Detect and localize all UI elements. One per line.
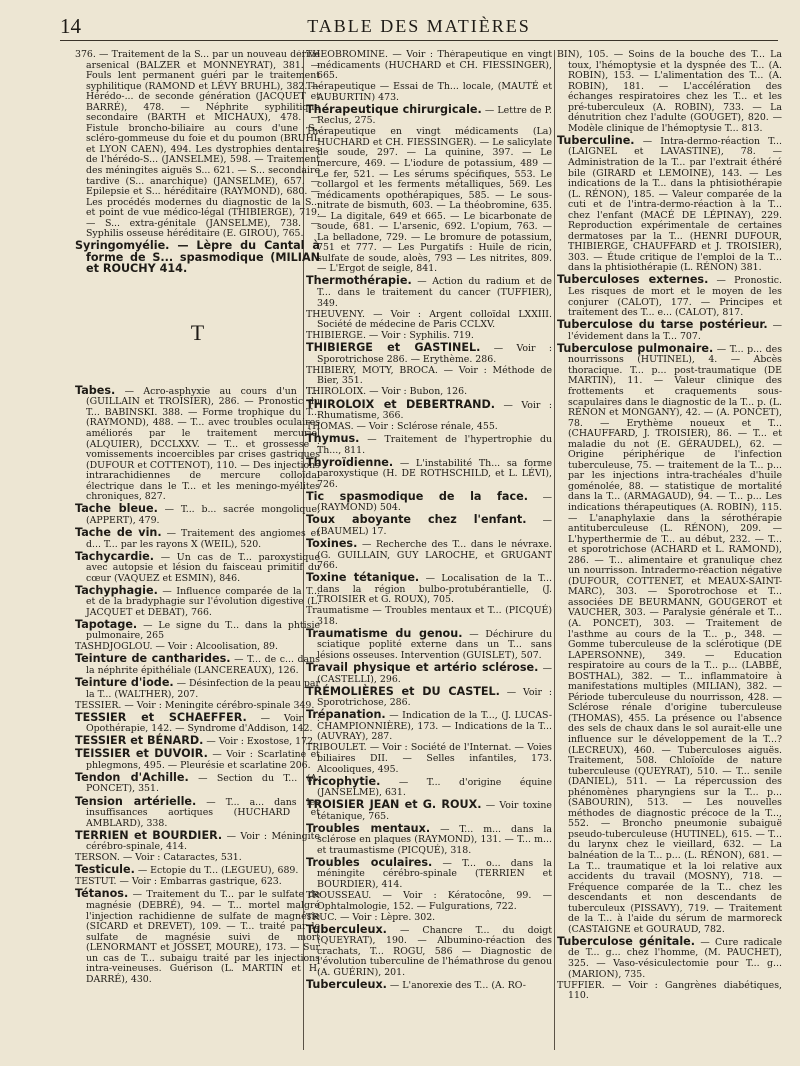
index-entry: Tabes. — Acro-asphyxie au cours d'un T... (GUILLAIN et TROISIER), 286. — Pronostic du T... BABINSKI. 388. — Forme trophique du T... (RAYMOND), 488. — T... avec troubles oculaires améliorés par le traitement mercuriel (ALQUIER), DCCLXXV. — T... et grossesse : vomissements incoercibles par crises gastriques (DUFOUR et COTTENOT), 110. — Des injections intrarachidiennes de mercure colloïdal électrique dans le T... et les meningo-myélites chroniques, 827. (75, 383, 320, 503)
index-entry: THIROLOIX. — Voir : Bubon, 126. (306, 386, 468, 398)
index-entry: THIROLOIX et DEBERTRAND. — Voir : Rhumatisme, 366. (306, 397, 552, 422)
index-entry: Teinture de cantharides. — T... de c... dans la néphrite épithéliale (LANCEREAUX), 126. (75, 652, 320, 677)
index-entry: TESSIER et BÉNARD. — Voir : Exostose, 172. (75, 734, 317, 748)
index-entry: TERRIEN et BOURDIER. — Voir : Méningite cérébro-spinale, 414. (75, 828, 320, 853)
page-title: TABLE DES MATIÈRES (307, 16, 531, 36)
column-divider (554, 50, 555, 1050)
page-number: 14 (60, 14, 81, 38)
index-entry: Tuberculeux. — L'anorexie des T... (A. RO- (306, 977, 526, 991)
index-entry: Tricophytie. — T... d'origine équine (JANSELME), 631. (306, 774, 552, 799)
index-entry: TROUSSEAU. — Voir : Kératocône, 99. — Ophtalmologie, 152. — Fulgurations, 722. (306, 890, 552, 912)
index-entry: THIBIERGE. — Voir : Syphilis. 719. (306, 330, 474, 342)
index-entry: TRUC. — Voir : Lèpre. 302. (306, 911, 436, 923)
index-entry: Thérapeutique en vingt médicaments (La) HUCHARD et CH. FIESSINGER). — Le salicylate de soude, 297. — La quinine, 397. — Le mercure, 469. — L'iodure de potassium, 489 — Le fer, 521. — Les sérums spécifiques, 553. Le collargol et les ferments métalliques, 569. Les médicaments opothérapiques, 585. — Le sous-nitrate de bismuth, 603. — La théobromine, 635. — La digitale, 649 et 665. — Le bicarbonate de soude, 681. — L'arsenic, 692. L'opium, 763. — La belladone, 729. — Le bromure de potassium, 751 et 777. — Les Purgatifs : Huile de ricin, sulfate de soude, aloès, 793 — Les nitrites, 809. — L'Ergot de seigle, 841. (306, 126, 552, 275)
index-entry: 376. — Traitement de la S... par un nouveau dérivé arsenical (BALZER et MONNEYRAT), 381. — Fouls lent permanent guéri par le traitement syphilitique (RAMOND et LÉVY BRUHL), 382. — Hérédo-... de seconde génération (JACQUET et BARRÉ), 478. — Néphrite syphilitique secondaire (BARTH et MICHAUX), 478. — Fistule broncho-biliaire au cours d'une S.. scléro-gommeuse du foie et du poumon (BRUHL et LYON CAEN), 494. Les dystrophies dentaires de l'hérédo-S... (JANSELME), 598. — Traitement des méningites aiguës S... 621. — S... secondaire tardive (S... anarchique) (JANSELME), 657. — Epilepsie et S... héréditaire (RAYMOND), 680. — Les procédés modernes du diagnostic de la S... et point de vue médico-légal (THIBIERGE), 719. — S... extra-génitale (JANSELME), 738. — Syphilis osseuse héréditaire (E. GIROU), 765. (75, 50, 320, 240)
index-entry: Tuberculose pulmonaire. — T... p... des nourrissons (HUTINEL), 4. — Abcès thoracique. T... p... post-traumatique (DE MARTIN), 11. — Valeur clinique des frottements et craquements sous-scapulaires dans le diagnostic de la T... p. (L. RÉNON et MONGANY), 42. — (A. PONCET), 78. — Erythème noueux et T... (CHAUFFARD, J. TROISIER), 86. — T... et maladie du not (E. GÉRAUDEL), 62. — Origine périphérique de l'infection tuberculeuse, 75. — traitement de la T... p... par les injections intra-trachéales d'huile goménolée, 88. — statistique de mortalité dans la T... (ARMAGAUD), 94. — T... p... Les indications thérapeutiques (A. ROBIN), 115. — L'anaphylaxie dans la sérothérapie antituberculeuse (L. RÉNON), 209. — L'hyperthermie de T... au début, 232. — T... et sporotrichose (ACHARD et L. RAMOND), 286. — T... alimentaire et granulique chez un nourrisson. Intradermo-réaction négative (DUFOUR, COTTENET, et MEAUX-SAINT-MARC), 303. — Sporotrochose et T... associées DE BEURMANN, GOUGEROT et VAUCHER, 303. — Paralysie générale et T... (A. PONCET), 303. — Traitement de l'asthme au cours de la T... p., 348. — Gomme tuberculeuse de la sclérotique (DE LAPERSONNE), 349. — Education respiratoire au cours de la T... p... (LABBÉ, BOSTHAL), 382. — T... inflammatoire à manifestations multiples (MILIAN), 382. — Période tuberculeuse du nourrisson, 428. — Sclérose rénale d'origine tuberculeuse (THOMAS), 455. La présence ou l'absence des sels de chaux dans le sol aurait-elle une influence sur le développement de la T...? (LECREUX), 460. — Tuberculoses aiguës. Traitement, 508. Chloïoïde de nature tuberculeuse (QUEYRAT), 510. — T... senile (DANIEL), 511. — La répercussion des phénomènes pharyngiens sur la T... p... (SABOURIN), 513. — Les nouvelles méthodes de diagnostic précoce de la T..., 552. — Broncho pneumonie subaiguë pseudo-tuberculeuse (HUTINEL), 615. — T... du larynx chez le vieillard, 632. — La balnéation de la T... p... (L. RÉNON), 681. — La T... traumatique et la loi relative aux accidents du travail (MOSNY), 718. — Fréquence comparée de la T... chez les descendants et non descendants de tuberculeux (PISSAVY), 719. — Traitement de la T... à l'aide du sérum de marmoreck (CASTAIGNE et GOURAUD, 782. (557, 341, 782, 935)
index-entry: Toux aboyante chez l'enfant. — (BAUMEL) 17. (306, 513, 552, 538)
index-column-3 (557, 50, 782, 1060)
index-entry: Thérapeutique — Essai de Th... locale, (MAUTÉ et AUBURTIN) 473. (306, 81, 552, 103)
index-entry: Thermothérapie. — Action du radium et de T... dans le traitement du cancer (TUFFIER), 349. (306, 274, 552, 309)
index-entry: Troubles oculaires. — T... o... dans la méningite cérébro-spinale (TERRIEN et BOURDIER), 414. (306, 855, 552, 890)
index-entry: Troubles mentaux. — T... m... dans la sclérose en plaques (RAYMOND), 131. — T... m... et traumastisme (PICQUÉ), 318. (306, 821, 552, 856)
index-entry: Tuberculine. — Intra-dermo-réaction T... (LAIGNEL et LAVASTINE), 78. — Administration de la T... par l'extrait éthéré bile (GIRARD et LEMOINE), 143. — Les indications de la T... dans la phtisiothérapie (L. RÉNON), 185. — Valeur comparée de la cuti et de l'intra-dermo-réaction à la T... chez l'enfant (MACÉ DE LÉPINAY), 229. Reproduction expérimentale de certaines dermatoses par la T... (HENRI DUFOUR, THIBIERGE, CHAUFFARD et J. TROISIER), 303. — Étude critique de l'emploi de la T... dans la phtisiothérapie (L. RÉNON) 381. (557, 133, 782, 274)
index-entry: TESSIER. — Voir : Meningite cérébro-spinale 349. (75, 699, 315, 711)
index-entry: Tuberculose génitale. — Cure radicale de T... g... chez l'homme, (M. PAUCHET), 325. — Vaso-vésiculectomie pour T... g... (MARION), 735. (557, 934, 782, 980)
index-entry: TERSON. — Voir : Cataractes, 531. (75, 852, 242, 864)
index-entry: TESTUT. — Voir : Embarras gastrique, 623. (75, 876, 282, 888)
index-entry: TROISIER JEAN et G. ROUX. — Voir toxine tétanique, 765. (306, 798, 552, 822)
index-entry: Toxine tétanique. — Localisation de la T... dans la région bulbo-protubérantielle, (J. TROISIER et G. ROUX), 705. (306, 571, 552, 606)
index-entry: Syringomyélie. — Lèpre du Cantal à forme de S... spasmodique (MILIAN et ROUCHY 414. (75, 239, 320, 276)
index-entry: Tachyphagie. — Influence comparée de la T... et de la bradyphagie sur l'évolution digestive (L. JACQUET et DEBAT), 766. (75, 583, 320, 618)
index-entry: Toxines. — Recherche des T... dans le névraxe. (G. GUILLAIN, GUY LAROCHE, et GRUGANT 766. (306, 537, 552, 572)
index-entry: Trépanation. — Indication de la T..., (J. LUCAS-CHAMPIONNIÈRE), 173. — Indications de la T... (AUVRAY), 287. (306, 708, 552, 743)
index-entry: Tension artérielle. — T... a... dans les insuffisances aortiques (HUCHARD et AMBLARD), 338. (75, 794, 320, 829)
index-entry: Tic spasmodique de la face. — (RAYMOND) 504. (306, 489, 552, 514)
index-entry: Thymus. — Traitement de l'hypertrophie du Th..., 811. (306, 432, 552, 456)
index-entry: Tendon d'Achille. — Section du T... (A. PONCET), 351. (75, 770, 320, 795)
index-entry: Tache bleue. — T... b... sacrée mongolique, (APPERT), 479. (75, 502, 320, 526)
index-entry: Thyroïdienne. — L'instabilité Th... sa forme paroxystique (H. DE ROTHSCHILD, et L. LÉVI), 726. (306, 455, 552, 490)
index-entry: THIBIERGE et GASTINEL. — Voir : Sporotrichose 286. — Erythème. 286. (306, 341, 552, 365)
index-entry: THÉOBROMINE. — Voir : Thérapeutique en vingt médicaments (HUCHARD et CH. FIESSINGER), 665. (306, 50, 552, 82)
index-entry: Teinture d'iode. — Désinfection de la peau par la T... (WALTHER), 207. (75, 676, 320, 700)
index-entry: Tache de vin. — Traitement des angiomes et d... T... par les rayons X (WEIL), 520. (75, 525, 320, 550)
index-column-2 (306, 50, 552, 1060)
index-entry: TEISSIER et DUVOIR. — Voir : Scarlatine et phlegmons, 495. — Pleurésie et scarlatine 206. (75, 747, 320, 771)
index-entry: TRÉMOLIÈRES et DU CASTEL. — Voir : Sporotrichose, 286. (306, 684, 552, 709)
index-entry: TESSIER et SCHAEFFER. — Voir : Opothérapie, 142. — Syndrome d'Addison, 142. (75, 710, 320, 735)
index-entry: Tapotage. — Le signe du T... dans la phtisie pulmonaire, 265 (75, 617, 320, 642)
index-entry: Travail physique et artério sclérose. — (CASTELLI), 296. (306, 661, 552, 685)
index-entry: TRIBOULET. — Voir : Société de l'Internat. — Voies biliaires DII. — Selles infantiles, 173. Alcooliques, 495. (306, 742, 552, 775)
index-entry: TUFFIER. — Voir : Gangrènes diabétiques, 110. (557, 979, 782, 1002)
index-entry: THOMAS. — Voir : Sclérose rénale, 455. (306, 421, 498, 433)
index-entry: Testicule. — Ectopie du T... (LEGUEU), 689. (75, 863, 299, 877)
index-entry: Tuberculeux. — Chancre T... du doigt (QUEYRAT), 190. — Albumino-réaction des crachats, T... ROGU, 586 — Diagnostic de l'évolution tuberculine de l'hémathrose du genou (A. GUÉRIN), 201. (306, 922, 552, 978)
index-entry: Tachycardie. — Un cas de T... paroxystique avec autopsie et lésion du faisceau primitif du cœur (VAQUEZ et ESMIN), 846. (75, 549, 320, 584)
section-letter: T (190, 319, 205, 345)
index-entry: Tétanos. — Traitement du T... par le sulfate de magnésie (DEBRÉ), 94. — T... mortel malgré l'injection rachidienne de sulfate de magnésie (SICARD et DREVET), 109. — T... traité par le sulfate de magnésie suivi de mort (LENORMANT et JOSSET, MOURE), 173. — Sur un cas de T... subaigu traité par les injections intra-veineuses. Guérison (L. MARTIN et H. DARRÉ), 430. (75, 887, 320, 985)
index-column-1 (75, 50, 320, 1060)
header-rule (60, 40, 778, 41)
index-entry: BIN), 105. — Soins de la bouche des T... La toux, l'hémoptysie et la dyspnée des T... (A. ROBIN), 153. — L'alimentation des T... (A. ROBIN), 181. — L'accélération des échanges respiratoires chez les T... et les pré-tuberculeux (A. ROBIN), 733. — La dénutrition chez l'adulte (GOUGET), 820. — Modèle clinique de l'hémoptysie T... 813. (557, 50, 782, 134)
index-entry: Traumatisme du genou. — Déchirure du sciatique poplité externe dans un T... sans lésions osseuses. Intervention (GUISLET), 507. (306, 626, 552, 662)
index-entry: Thérapeutique chirurgicale. — Lettre de P. Reclus, 275. (306, 102, 552, 127)
index-entry: THEUVENY. — Voir : Argent colloïdal LXXIII. Société de médecine de Paris CCLXV. (306, 308, 552, 331)
index-entry: Tuberculoses externes. — Pronostic. Les risques de mort et le moyen de les conjurer (CALOT), 177. — Principes et traitement des T... e... (CALOT), 817. (557, 273, 782, 319)
index-entry: Tuberculose du tarse postérieur. — l'évidement dans la T... 707. (557, 318, 782, 342)
index-entry: THIBIERY, MOTY, BROCA. — Voir : Méthode de Bier, 351. (306, 364, 552, 387)
index-entry: TASHDJOGLOU. — Voir : Alcoolisation, 89. (75, 641, 278, 653)
index-entry: Traumatisme — Troubles mentaux et T... (PICQUÉ) 318. (306, 605, 552, 627)
